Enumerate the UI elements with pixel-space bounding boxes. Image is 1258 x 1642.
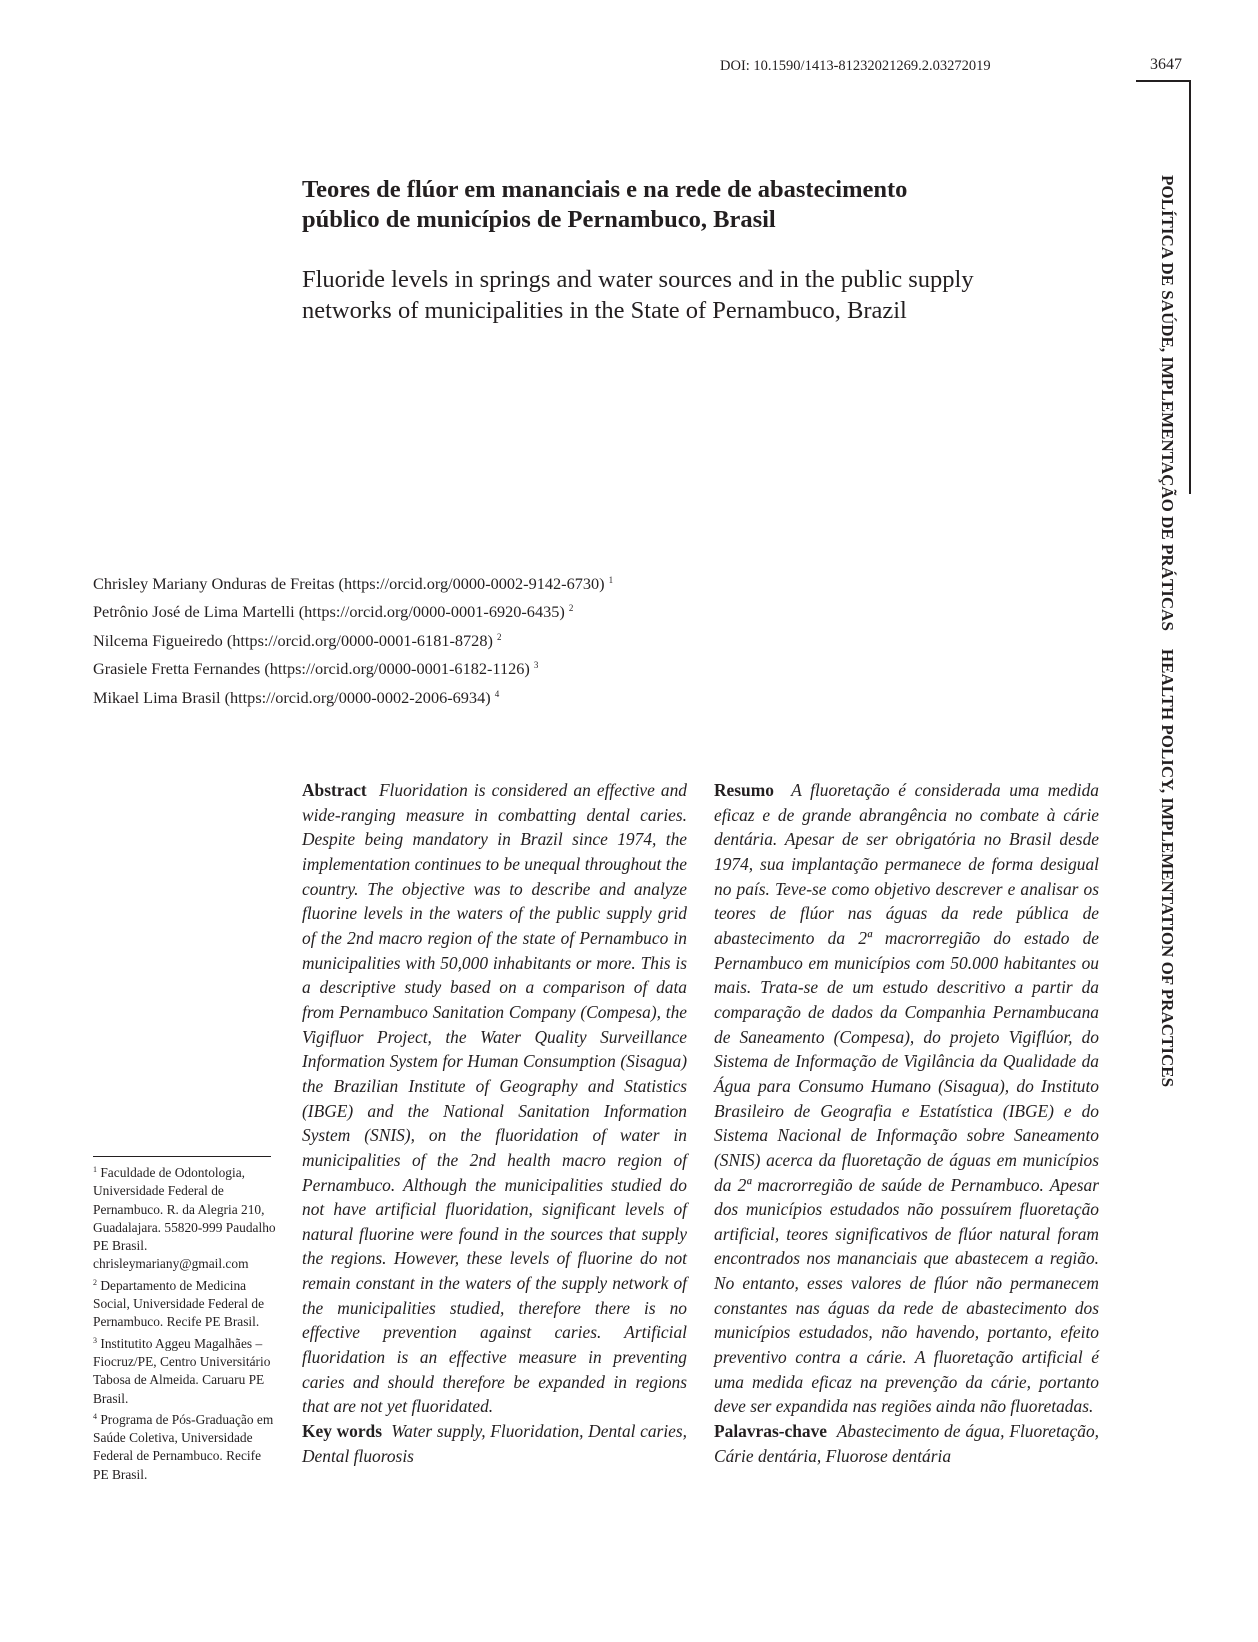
page-number: 3647	[1150, 56, 1182, 73]
author-affiliation: 2	[496, 631, 502, 642]
author-affiliation: 2	[568, 603, 574, 614]
abstract-portuguese	[714, 778, 1099, 1468]
keywords-text: Water supply, Fluoridation, Dental caries, Dental fluorosis	[302, 1421, 687, 1466]
abstract-label: Abstract	[302, 780, 367, 800]
author-affiliation: 3	[533, 660, 539, 671]
footnote-text: Departamento de Medicina Social, Universidade Federal de Pernambuco. Recife PE Brasil.	[93, 1277, 265, 1330]
footnote	[93, 1332, 278, 1408]
author-name: Grasiele Fretta Fernandes (https://orcid.org/0000-0001-6182-1126)	[93, 659, 530, 679]
abstract-text: Fluoridation is considered an effective and wide-ranging measure in combatting dental caries. Despite being mandatory in Brazil since 1974, the implementation continues to be unequal throughout the country. The objective was to describe and analyze fluorine levels in the waters of the public supply grid of the 2nd macro region of the state of Pernambuco in municipalities with 50,000 inhabitants or more. This is a descriptive study based on a comparison of data from Pernambuco Sanitation Company (Compesa), the Vigifluor Project, the Water Quality Surveillance Information System for Human Consumption (Sisagua) the Brazilian Institute of Geography and Statistics (IBGE) and the National Sanitation Information System (SNIS), on the fluoridation of water in municipalities of the 2nd health macro region of Pernambuco. Although the municipalities studied do not have artificial fluoridation, significant levels of natural fluorine were found in the sources that supply the regions. However, these levels of fluorine do not remain constant in the waters of the supply network of the municipalities studied, therefore there is no effective prevention against caries. Artificial fluoridation is an effective measure in preventing caries and should therefore be expanded in regions that are not yet fluoridated.	[302, 780, 687, 1417]
footnote-rule	[93, 1156, 271, 1157]
author	[93, 596, 613, 624]
title-english-line: networks of municipalities in the State of Pernambuco, Brazil	[302, 297, 907, 324]
title-portuguese	[302, 175, 1022, 235]
footnote-number: 3	[93, 1335, 97, 1345]
footnote-text: Institutito Aggeu Magalhães – Fiocruz/PE, Centro Universitário Tabosa de Almeida. Caruaru PE Brasil.	[93, 1335, 271, 1406]
author-list	[93, 568, 613, 710]
palavras-chave-label: Palavras-chave	[714, 1421, 828, 1442]
abstract-english	[302, 778, 687, 1468]
doi: DOI: 10.1590/1413-81232021269.2.03272019	[720, 58, 991, 74]
affiliation-footnotes	[93, 1161, 278, 1484]
resumo-text: A fluoretação é considerada uma medida eficaz e de grande abrangência no combate à cárie dentária. Apesar de ser obrigatória no Brasil desde 1974, sua implantação permanece de forma desigual no país. Teve-se como objetivo descrever e analisar os teores de flúor nas águas da rede pública de abastecimento da 2ª macrorregião do estado de Pernambuco em municípios com 50.000 habitantes ou mais. Trata-se de um estudo descritivo a partir da comparação de dados da Companhia Pernambucana de Saneamento (Compesa), do projeto Vigiflúor, do Sistema de Informação de Vigilância da Qualidade da Água para Consumo Humano (Sisagua), do Instituto Brasileiro de Geografia e Estatística (IBGE) e do Sistema Nacional de Informação sobre Saneamento (SNIS) acerca da fluoretação de águas em municípios da 2ª macrorregião de saúde de Pernambuco. Apesar dos municípios estudados não possuírem fluoretação artificial, teores significativos de flúor natural foram encontrados nos mananciais que abastecem a região. No entanto, esses valores de flúor não permanecem constantes nas águas da rede de abastecimento dos municípios estudados, não havendo, portanto, efeito preventivo contra a cárie. A fluoretação artificial é uma medida eficaz na prevenção da cárie, portanto deve ser expandida nas regiões ainda não fluoretadas.	[714, 780, 1099, 1417]
header-rule-vertical	[1189, 80, 1191, 494]
footnote-number: 4	[93, 1411, 97, 1421]
author-affiliation: 4	[494, 688, 500, 699]
author	[93, 568, 613, 596]
resumo-label: Resumo	[714, 780, 774, 800]
section-label	[1157, 175, 1177, 1087]
section-label-english: HEALTH POLICY, IMPLEMENTATION OF PRACTICES	[1158, 648, 1177, 1088]
palavras-chave-text: Abastecimento de água, Fluoretação, Cárie dentária, Fluorose dentária	[714, 1421, 1100, 1466]
title-portuguese-line: Teores de flúor em mananciais e na rede de abastecimento	[302, 176, 908, 203]
footnote-text: Programa de Pós-Graduação em Saúde Coletiva, Universidade Federal de Pernambuco. Recife PE Brasil.	[93, 1411, 274, 1482]
footnote-number: 2	[93, 1277, 97, 1287]
author-affiliation: 1	[608, 575, 614, 585]
footnote	[93, 1161, 278, 1274]
title-english-line: Fluoride levels in springs and water sources and in the public supply	[302, 266, 974, 293]
author-name: Petrônio José de Lima Martelli (https://orcid.org/0000-0001-6920-6435)	[93, 602, 565, 622]
author	[93, 653, 613, 681]
keywords-english	[302, 1419, 687, 1468]
title-english	[302, 264, 1042, 326]
author-name: Mikael Lima Brasil (https://orcid.org/0000-0002-2006-6934)	[93, 687, 491, 707]
footnote-number: 1	[93, 1165, 97, 1174]
footnote-text: Faculdade de Odontologia, Universidade Federal de Pernambuco. R. da Alegria 210, Guadalajara. 55820-999 Paudalho PE Brasil. chrisleymariany@gmail.com	[93, 1165, 276, 1272]
keywords-portuguese	[714, 1419, 1099, 1468]
header-rule-horizontal	[1136, 80, 1190, 82]
footnote	[93, 1274, 278, 1332]
section-label-portuguese: POLÍTICA DE SAÚDE, IMPLEMENTAÇÃO DE PRÁTICAS	[1158, 175, 1177, 631]
footnote	[93, 1408, 278, 1484]
keywords-label: Key words	[302, 1421, 382, 1442]
author	[93, 625, 613, 653]
author	[93, 682, 613, 710]
title-portuguese-line: público de municípios de Pernambuco, Brasil	[302, 206, 776, 233]
author-name: Nilcema Figueiredo (https://orcid.org/0000-0001-6181-8728)	[93, 630, 493, 650]
author-name: Chrisley Mariany Onduras de Freitas (https://orcid.org/0000-0002-9142-6730)	[93, 574, 605, 593]
